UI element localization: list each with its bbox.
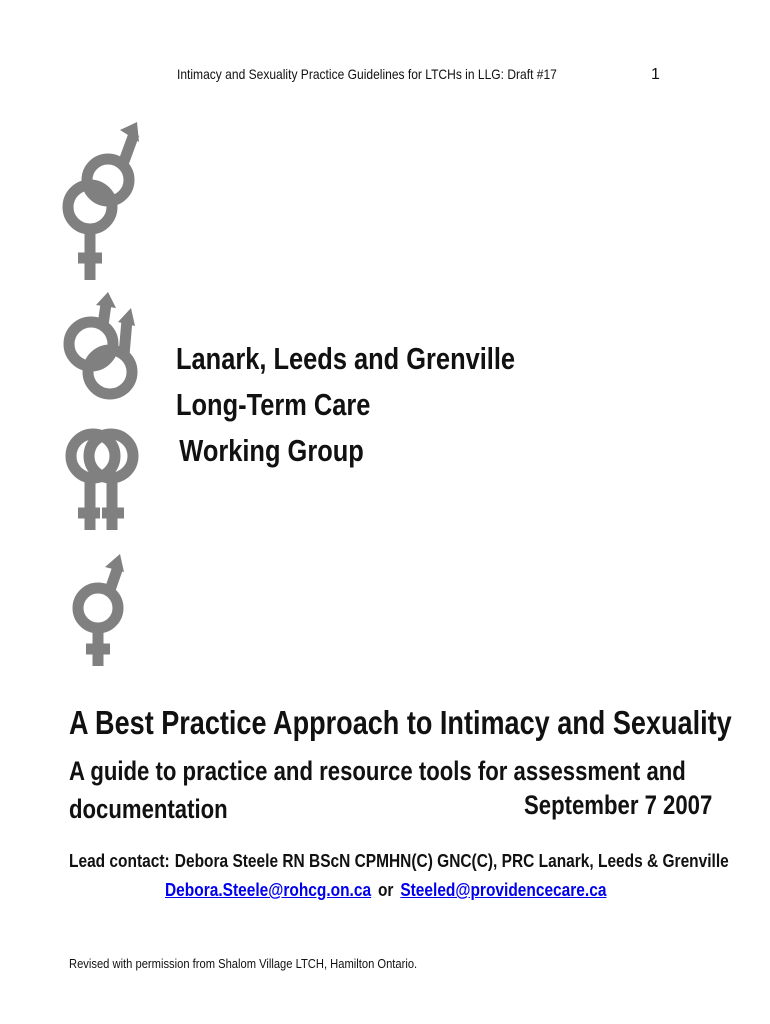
email-link-rohcg[interactable]: Debora.Steele@rohcg.on.ca <box>165 880 372 900</box>
lead-contact <box>69 851 729 872</box>
org-line-2: Long-Term Care <box>176 387 371 422</box>
subtitle-line-1: A guide to practice and resource tools for assessment and <box>69 756 686 786</box>
lead-contact-label: Lead contact: <box>69 851 170 871</box>
org-line-1: Lanark, Leeds and Grenville <box>176 341 516 376</box>
female-male-interlocked-icon <box>68 134 134 280</box>
contact-emails <box>165 880 606 901</box>
org-line-3: Working Group <box>179 433 364 468</box>
lead-contact-name: Debora Steele RN BScN CPMHN(C) GNC(C), PRC Lanark, Leeds & Grenville <box>174 851 729 871</box>
female-female-interlocked-icon <box>71 434 133 530</box>
page-number: 1 <box>651 66 660 83</box>
email-link-providencecare[interactable]: Steeled@providencecare.ca <box>400 880 607 900</box>
subtitle-line-2: documentation <box>69 794 228 824</box>
or-text: or <box>377 880 394 900</box>
revision-note: Revised with permission from Shalom Village LTCH, Hamilton Ontario. <box>69 956 418 971</box>
main-title: A Best Practice Approach to Intimacy and Sexuality <box>69 704 732 741</box>
transgender-icon <box>78 567 118 666</box>
organization-title <box>176 336 515 474</box>
document-date: September 7 2007 <box>524 790 713 820</box>
header-title: Intimacy and Sexuality Practice Guidelines for LTCHs in LLG: Draft #17 <box>177 66 557 82</box>
gender-symbols <box>0 0 170 700</box>
